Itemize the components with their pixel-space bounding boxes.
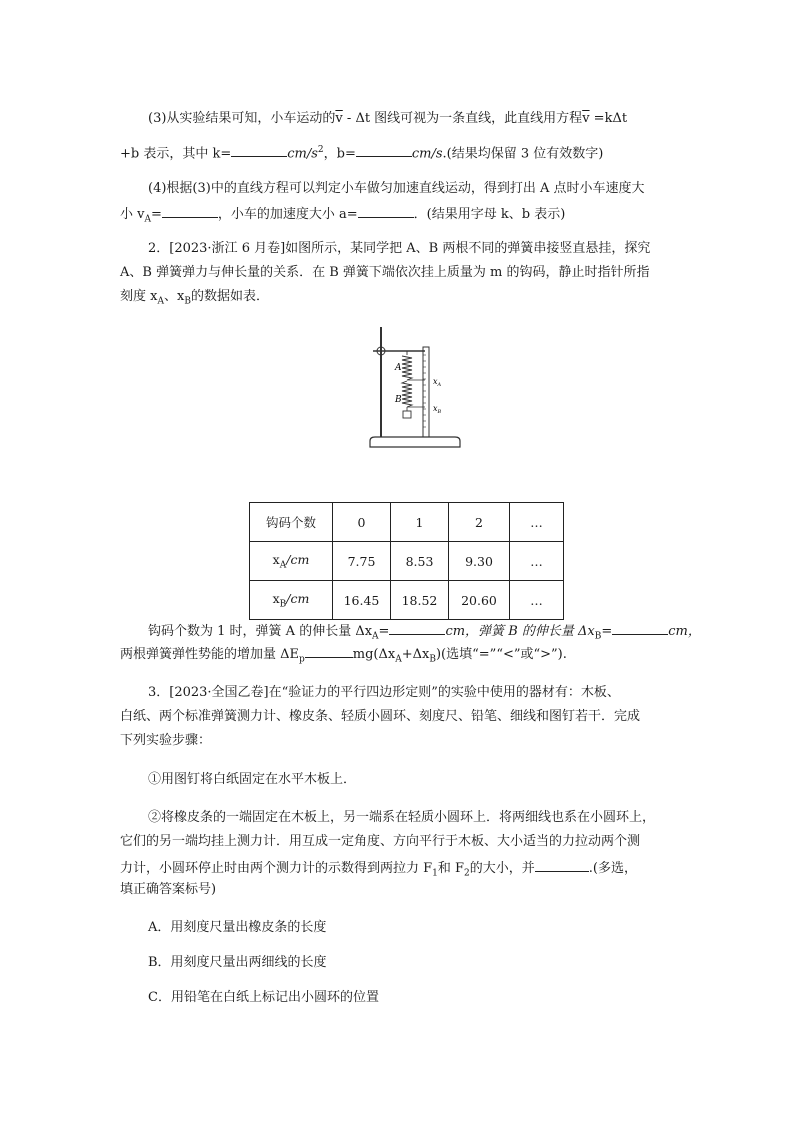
text: ．(结果用字母 k、b 表示): [413, 207, 566, 222]
sub: B: [184, 296, 191, 307]
q2-line3: [120, 288, 269, 311]
table-cell-label: $x_A/cm$: [250, 542, 333, 581]
spring-b: [402, 381, 412, 407]
table-cell: …: [510, 581, 564, 620]
q3-step1: ①用图钉将白纸固定在水平木板上．: [148, 772, 357, 787]
table-cell: 16.45: [333, 581, 391, 620]
q2-line2: A、B 弹簧弹力与伸长量的关系．在 B 弹簧下端依次挂上质量为 m 的钩码，静止时指针所指: [120, 265, 650, 280]
q1-p4-line1: (4)根据(3)中的直线方程可以判定小车做匀加速直线运动，得到打出 A 点时小车速度大: [148, 181, 645, 196]
text: .(结果均保留 3 位有效数字): [442, 146, 604, 162]
answer-blank-b[interactable]: [356, 142, 412, 157]
text: 的数据如表．: [190, 289, 269, 304]
text: - Δt 图线可视为一条直线，此直线用方程: [342, 111, 583, 126]
answer-blank-step2[interactable]: [535, 857, 589, 872]
q2-line1: 2．[2023·浙江 6 月卷]如图所示，某同学把 A、B 两根不同的弹簧串接竖直悬挂，探究: [148, 241, 651, 256]
table-cell: 7.75: [333, 542, 391, 581]
table-cell-label: $x_B/cm$: [250, 581, 333, 620]
sub: A: [157, 296, 164, 307]
label-xb: $x_B$: [433, 404, 442, 415]
q3-step2-line2: 它们的另一端均挂上测力计．用互成一定角度、方向平行于木板、大小适当的力拉动两个测: [120, 834, 641, 849]
option-a: A．用刻度尺量出橡皮条的长度: [148, 920, 327, 935]
spring-a: [402, 351, 412, 380]
ruler: [423, 347, 429, 437]
table-cell: …: [510, 542, 564, 581]
q1-p4-line2: [120, 203, 565, 229]
table-header-row: [250, 503, 564, 542]
label-xa: $x_A$: [433, 377, 442, 388]
text: +b 表示，其中 k=: [120, 146, 232, 162]
answer-blank-compare[interactable]: [305, 643, 353, 658]
table-row: [250, 581, 564, 620]
answer-blank-dxb[interactable]: [612, 620, 668, 635]
text: ，b=: [323, 146, 356, 162]
text: =: [150, 207, 162, 222]
answer-blank-dxa[interactable]: [389, 620, 445, 635]
label-b: B: [395, 395, 402, 405]
q3-line1: 3．[2023·全国乙卷]在“验证力的平行四边形定则”的实验中使用的器材有：木板、: [148, 685, 620, 700]
sup: 2: [317, 145, 324, 155]
table-cell: 8.53: [391, 542, 449, 581]
text: 、x: [163, 289, 185, 304]
v-bar: $\overline{v}$: [335, 111, 343, 126]
text: 刻度 x: [120, 289, 158, 304]
q3-line2: 白纸、两个标准弹簧测力计、橡皮条、轻质小圆环、刻度尺、铅笔、细线和图钉若干．完成: [120, 709, 641, 724]
data-table: [249, 502, 564, 620]
sub: A: [144, 214, 151, 225]
q2-after-line2: 两根弹簧弹性势能的增加量 $\Delta E_p$ $mg(\Delta x_A+\Delta x_B)$(选填“=”“<”或“>”).: [120, 643, 567, 669]
table-row: [250, 542, 564, 581]
table-cell: 1: [391, 503, 449, 542]
option-c: C．用铅笔在白纸上标记出小圆环的位置: [148, 990, 379, 1005]
answer-blank-a[interactable]: [358, 203, 414, 218]
table-cell: …: [510, 503, 564, 542]
text: ，小车的加速度大小 a=: [217, 207, 358, 222]
q3-step2-line1: ②将橡皮条的一端固定在木板上，另一端系在轻质小圆环上．将两细线也系在小圆环上，: [148, 810, 656, 825]
label-a: A: [395, 363, 402, 373]
table-cell: 20.60: [449, 581, 510, 620]
text: (3)从实验结果可知，小车运动的: [148, 111, 336, 126]
q1-p3-line1: [148, 110, 627, 128]
stand-base: [370, 437, 460, 447]
table-cell: 18.52: [391, 581, 449, 620]
answer-blank-va[interactable]: [162, 203, 218, 218]
q3-step2-line4: 填正确答案标号): [120, 882, 217, 897]
table-cell: 2: [449, 503, 510, 542]
hook-weight: [403, 411, 411, 418]
q1-p3-line2: [120, 141, 603, 163]
q3-line3: 下列实验步骤：: [120, 733, 212, 748]
option-b: B．用刻度尺量出两细线的长度: [148, 955, 327, 970]
q3-step2-line3: 力计，小圆环停止时由两个测力计的示数得到两拉力 $F_1$和 $F_2$的大小，并 .(多选，: [120, 857, 637, 883]
v-bar: $\overline{v}$: [582, 111, 590, 126]
unit: cm/s: [287, 146, 318, 162]
answer-blank-k[interactable]: [231, 142, 287, 157]
spring-apparatus-figure: [365, 325, 465, 450]
q2-after-line1: 钩码个数为 1 时，弹簧 A 的伸长量 $\Delta x_A=$ cm，弹簧 B 的伸长量 $\Delta x_B=$ cm，: [148, 620, 701, 646]
unit: cm/s: [411, 146, 443, 162]
text: =kΔt: [589, 111, 628, 126]
table-cell: 9.30: [449, 542, 510, 581]
table-cell: 0: [333, 503, 391, 542]
table-cell: 钩码个数: [250, 503, 333, 542]
text: 小 v: [120, 207, 145, 222]
